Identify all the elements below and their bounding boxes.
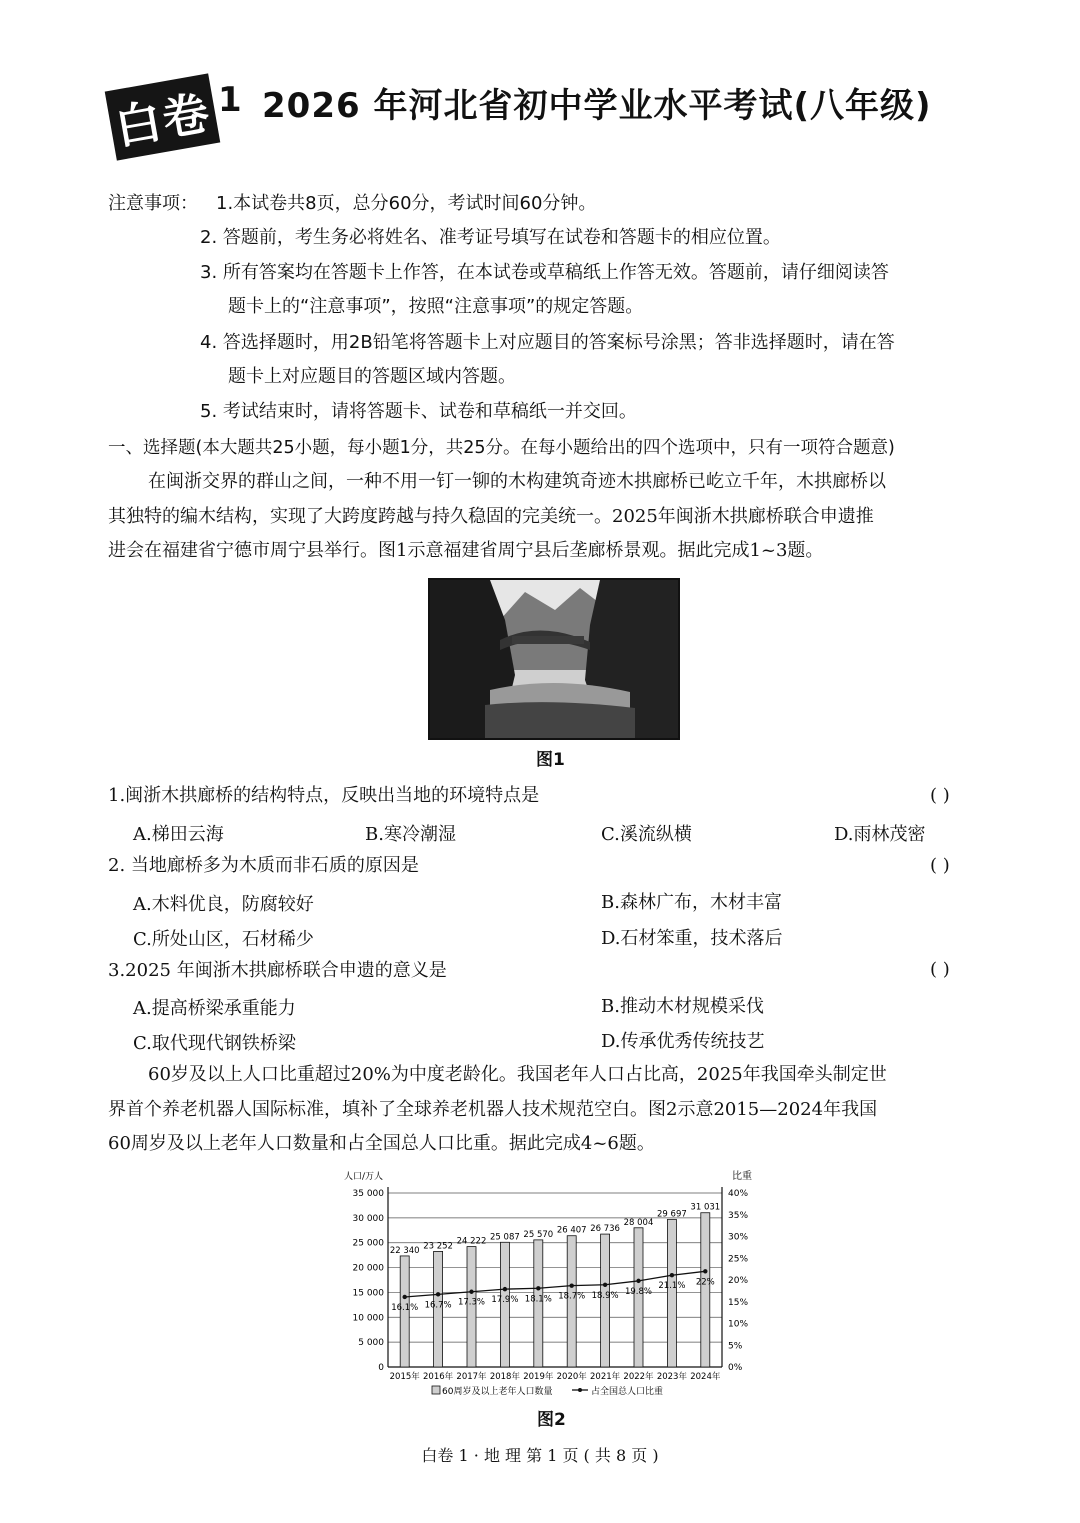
y-tick-label: 5 000 — [358, 1338, 384, 1349]
question-stem: 1.闽浙木拱廊桥的结构特点，反映出当地的环境特点是 — [108, 785, 540, 806]
y2-tick-label: 15% — [728, 1297, 749, 1308]
bar — [634, 1228, 643, 1367]
passage-line: 在闽浙交界的群山之间，一种不用一钉一铆的木构建筑奇迹木拱廊桥已屹立千年，木拱廊桥以 — [148, 471, 886, 492]
note-item: 2. 答题前，考生务必将姓名、准考证号填写在试卷和答题卡的相应位置。 — [200, 227, 781, 248]
page-title: 2026 年河北省初中学业水平考试(八年级) — [262, 86, 932, 126]
option-c: C.溪流纵横 — [601, 824, 692, 845]
y-tick-label: 0 — [378, 1363, 384, 1373]
ratio-point — [636, 1279, 640, 1283]
y2-tick-label: 30% — [728, 1232, 749, 1243]
option-d: D.传承优秀传统技艺 — [601, 1031, 765, 1052]
answer-bracket: ( ) — [930, 785, 950, 806]
ratio-data-label: 21.1% — [658, 1281, 686, 1292]
ratio-point — [670, 1273, 674, 1277]
y2-tick-label: 25% — [728, 1254, 749, 1265]
y-tick-label: 30 000 — [352, 1213, 384, 1224]
answer-bracket: ( ) — [930, 855, 950, 876]
ratio-point — [403, 1295, 407, 1299]
ratio-point — [703, 1269, 707, 1273]
ratio-point — [469, 1290, 473, 1294]
bar-data-label: 28 004 — [623, 1217, 654, 1228]
ratio-data-label: 19.8% — [624, 1286, 653, 1297]
population-chart — [340, 1165, 770, 1405]
bar — [701, 1213, 710, 1367]
x-tick-label: 2019年 — [523, 1372, 554, 1382]
y2-tick-label: 40% — [728, 1189, 749, 1199]
figure2-caption: 图2 — [537, 1410, 566, 1430]
legend-bar-swatch — [432, 1386, 440, 1394]
ratio-data-label: 18.9% — [591, 1290, 619, 1301]
ratio-data-label: 18.1% — [524, 1294, 552, 1305]
bar-data-label: 24 222 — [456, 1236, 487, 1247]
y-tick-label: 15 000 — [352, 1288, 384, 1299]
legend-bar-label: 60周岁及以上老年人口数量 — [442, 1387, 553, 1397]
option-a: A.提高桥梁承重能力 — [133, 998, 296, 1019]
note-item: 题卡上的“注意事项”，按照“注意事项”的规定答题。 — [228, 296, 644, 317]
passage-line: 60周岁及以上老年人口数量和占全国总人口比重。据此完成4~6题。 — [108, 1133, 655, 1154]
option-a: A.梯田云海 — [133, 824, 224, 845]
notes-label: 注意事项： — [108, 193, 198, 214]
option-b: B.寒冷潮湿 — [365, 824, 456, 845]
note-item: 题卡上对应题目的答题区域内答题。 — [228, 366, 516, 387]
legend-line-marker — [578, 1388, 582, 1392]
y2-tick-label: 20% — [728, 1276, 749, 1286]
y-tick-label: 35 000 — [352, 1189, 384, 1199]
ratio-data-label: 22% — [695, 1277, 715, 1288]
option-c: C.所处山区，石材稀少 — [133, 929, 314, 950]
y2-tick-label: 10% — [728, 1319, 749, 1330]
y2-axis-title: 比重 — [732, 1171, 752, 1182]
y-axis-title: 人口/万人 — [344, 1172, 384, 1182]
seal-number: 1 — [218, 80, 242, 120]
bar-data-label: 22 340 — [389, 1245, 420, 1256]
note-item: 3. 所有答案均在答题卡上作答，在本试卷或草稿纸上作答无效。答题前，请仔细阅读答 — [200, 262, 889, 283]
x-tick-label: 2023年 — [656, 1372, 687, 1382]
section-heading: 一、选择题(本大题共25小题，每小题1分，共25分。在每小题给出的四个选项中，只有一项符合题意) — [108, 438, 895, 458]
y-tick-label: 25 000 — [352, 1238, 384, 1249]
passage-line: 其独特的编木结构，实现了大跨度跨越与持久稳固的完美统一。2025年闽浙木拱廊桥联合申遗推 — [108, 506, 874, 527]
y-tick-label: 20 000 — [352, 1263, 384, 1274]
passage-line: 进会在福建省宁德市周宁县举行。图1示意福建省周宁县后垄廊桥景观。据此完成1~3题。 — [108, 540, 824, 561]
ratio-point — [603, 1283, 607, 1287]
ratio-point — [436, 1292, 440, 1296]
ratio-point — [570, 1283, 574, 1287]
question-stem: 3.2025 年闽浙木拱廊桥联合申遗的意义是 — [108, 960, 447, 981]
x-tick-label: 2015年 — [389, 1372, 420, 1382]
x-tick-label: 2016年 — [423, 1372, 454, 1382]
passage-line: 60岁及以上人口比重超过20%为中度老龄化。我国老年人口占比高，2025年我国牵头制定世 — [148, 1064, 887, 1085]
ratio-point — [536, 1286, 540, 1290]
exam-seal — [105, 73, 221, 160]
ratio-data-label: 17.9% — [491, 1295, 519, 1306]
bridge-photo-image — [430, 580, 678, 738]
seal-text: 白卷 — [111, 85, 215, 155]
option-c: C.取代现代钢铁桥梁 — [133, 1033, 296, 1054]
x-tick-label: 2024年 — [690, 1372, 721, 1382]
x-tick-label: 2020年 — [556, 1372, 587, 1382]
note-item: 4. 答选择题时，用2B铅笔将答题卡上对应题目的答案标号涂黑；答非选择题时，请在答 — [200, 332, 895, 353]
note-item: 5. 考试结束时，请将答题卡、试卷和草稿纸一并交回。 — [200, 401, 637, 422]
x-tick-label: 2017年 — [456, 1372, 487, 1382]
y2-tick-label: 35% — [728, 1210, 749, 1221]
legend-line-label: 占全国总人口比重 — [591, 1387, 664, 1397]
x-tick-label: 2021年 — [590, 1372, 621, 1382]
option-b: B.森林广布，木材丰富 — [601, 892, 782, 913]
passage-line: 界首个养老机器人国际标准，填补了全球养老机器人技术规范空白。图2示意2015—2024年我国 — [108, 1099, 878, 1120]
bar-data-label: 31 031 — [690, 1202, 721, 1213]
x-tick-label: 2022年 — [623, 1372, 654, 1382]
bridge-photo — [428, 578, 680, 740]
page-footer: 白卷 1 · 地 理 第 1 页 ( 共 8 页 ) — [421, 1446, 659, 1465]
option-d: D.石材笨重，技术落后 — [601, 928, 783, 949]
bar — [667, 1219, 676, 1367]
ratio-data-label: 17.3% — [457, 1297, 486, 1308]
ratio-data-label: 18.7% — [558, 1291, 586, 1302]
option-a: A.木料优良，防腐较好 — [133, 894, 314, 915]
bar-data-label: 25 087 — [490, 1232, 520, 1243]
option-d: D.雨林茂密 — [834, 824, 926, 845]
ratio-point — [503, 1287, 507, 1291]
y2-tick-label: 5% — [728, 1341, 743, 1352]
bar-data-label: 23 252 — [423, 1241, 453, 1252]
y2-tick-label: 0% — [728, 1363, 743, 1373]
x-tick-label: 2018年 — [489, 1372, 520, 1382]
answer-bracket: ( ) — [930, 959, 950, 980]
ratio-data-label: 16.7% — [424, 1300, 452, 1311]
bar-data-label: 29 697 — [657, 1209, 687, 1220]
bar-data-label: 26 736 — [590, 1224, 620, 1235]
option-b: B.推动木材规模采伐 — [601, 996, 764, 1017]
bar-data-label: 26 407 — [556, 1225, 587, 1236]
ratio-data-label: 16.1% — [391, 1302, 419, 1313]
bar-data-label: 25 570 — [523, 1229, 554, 1240]
y-tick-label: 10 000 — [352, 1313, 384, 1324]
question-stem: 2. 当地廊桥多为木质而非石质的原因是 — [108, 855, 419, 876]
note-item: 1.本试卷共8页，总分60分，考试时间60分钟。 — [216, 193, 597, 214]
figure1-caption: 图1 — [536, 750, 565, 770]
